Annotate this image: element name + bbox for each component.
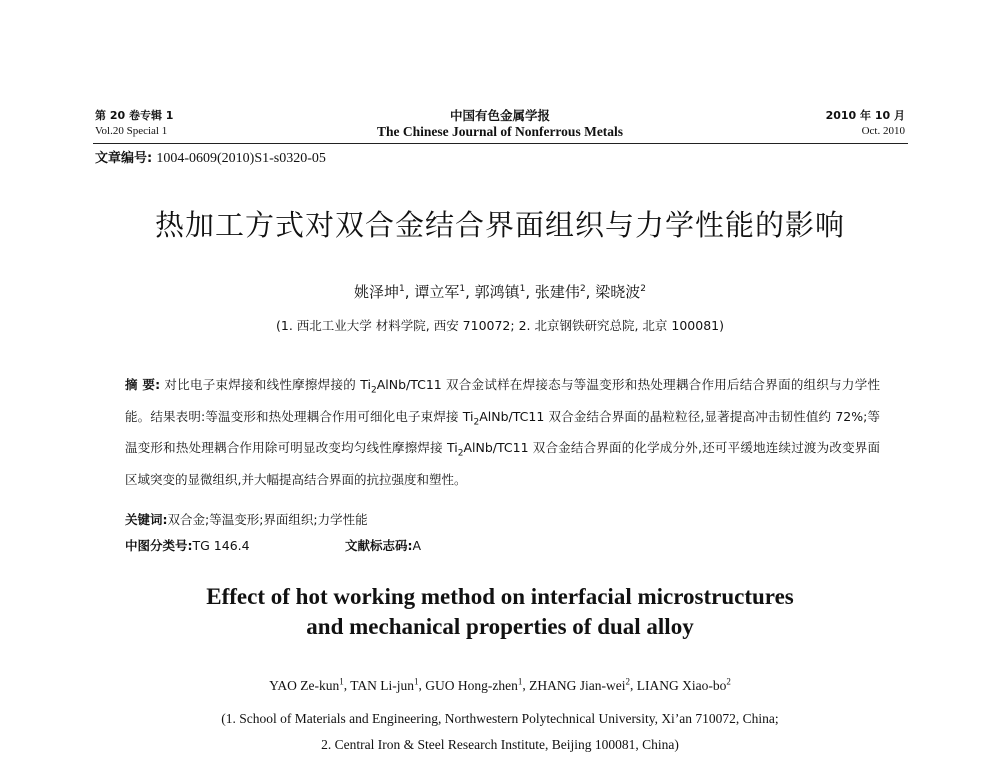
doc-code-label: 文献标志码:: [345, 538, 413, 553]
keywords-label: 关键词:: [125, 512, 168, 527]
authors-en: YAO Ze-kun$^1$, TAN Li-jun$^1$, GUO Hong-zhen$^1$, ZHANG Jian-wei$^2$, LIANG Xiao-$bo^2$: [269, 676, 731, 693]
clc-label: 中图分类号:: [125, 538, 193, 553]
issue-zh: 第 20 卷专辑 1: [95, 109, 174, 122]
author-zh: 姚泽坤$^1$: [354, 283, 405, 301]
title-en: [0, 582, 1000, 642]
author-zh: 谭立军$^1$: [414, 283, 466, 301]
article-number: [95, 147, 326, 167]
article-number-value: 1004-0609(2010)S1-s0320-05: [156, 151, 326, 166]
header-rule: [93, 143, 908, 144]
article-number-label: 文章编号:: [95, 151, 153, 166]
clc-value: TG 146.4: [192, 538, 250, 553]
journal-title-en: The Chinese Journal of Nonferrous Metals: [376, 124, 624, 139]
date-zh: 2010 年 10 月: [825, 109, 905, 122]
author-zh: 郭鸿镇$^1$: [474, 283, 526, 301]
date-en: Oct. 2010: [861, 125, 905, 137]
author-zh: 张建伟$^2$: [534, 283, 586, 301]
classification-clc: [125, 536, 250, 554]
journal-title-zh: 中国有色金属学报: [449, 108, 550, 123]
title-en-line2: and mechanical properties of dual alloy: [306, 614, 694, 639]
abstract-zh: 摘 要: 对比电子束焊接和线性摩擦焊接的 $Ti_2AlNb/TC11$ 双合金试样在焊接态与等温变形和热处理耦合作用后结合界面的组织与力学性能。结果表明:等温变形和热处理耦合作用可细化电子束焊接 $Ti_2AlNb/TC11$ 双合金结合界面的晶粒粒径,显著提高冲击韧性值约 72%;等温变形和热处理耦合作用除可明显改变均匀线性摩擦焊接 $Ti_2AlNb/TC11$ 双合金结合界面的化学成分外,还可平缓地连续过渡为改变界面区域突变的显微组织,并大幅提高结合界面的抗拉强度和塑性。: [125, 377, 880, 487]
affiliations-en-line2: 2. Central Iron & Steel Research Institute, Beijing 100081, China): [321, 737, 679, 752]
keywords-zh: [125, 510, 368, 528]
author-en: GUO Hong-zhen$^1$: [425, 676, 523, 693]
affiliations-zh: (1. 西北工业大学 材料学院, 西安 710072; 2. 北京钢铁研究总院, 北京 100081): [276, 318, 724, 333]
affiliations-en-line1: (1. School of Materials and Engineering, Northwestern Polytechnical University, Xi’an 710072, China;: [221, 711, 779, 726]
abstract-label: 摘 要:: [125, 377, 161, 392]
title-en-line1: Effect of hot working method on interfacial microstructures: [206, 584, 794, 609]
issue-en: Vol.20 Special 1: [95, 125, 168, 137]
author-en: TAN Li-jun$^1$: [350, 676, 419, 693]
doc-code-value: A: [412, 538, 422, 553]
classification-doc: [345, 536, 421, 554]
author-en: LIANG Xiao-$bo^2$: [636, 676, 731, 693]
author-en: YAO Ze-kun$^1$: [269, 676, 344, 693]
keywords-value: 双合金;等温变形;界面组织;力学性能: [167, 512, 368, 527]
title-zh: 热加工方式对双合金结合界面组织与力学性能的影响: [154, 208, 845, 242]
author-en: ZHANG Jian-wei$^2$: [529, 676, 631, 693]
author-zh: 梁晓波$^2$: [595, 283, 646, 301]
authors-zh: 姚泽坤$^1$, 谭立军$^1$, 郭鸿镇$^1$, 张建伟$^2$, 梁晓波$^2$: [354, 283, 646, 301]
